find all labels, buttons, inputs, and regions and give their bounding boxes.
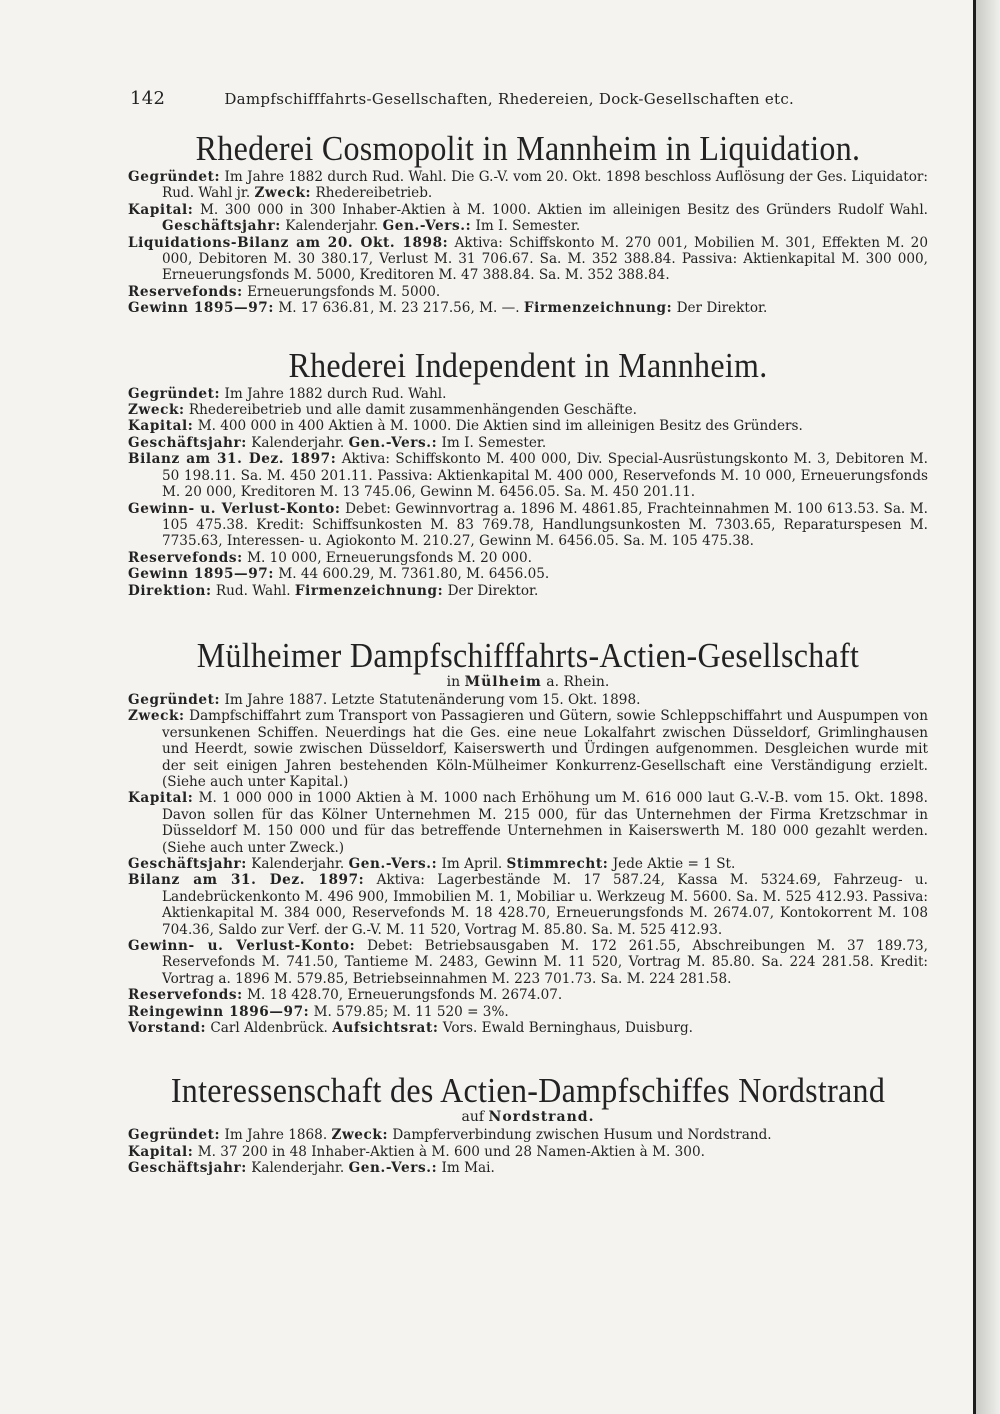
entry-muelheimer — [128, 637, 928, 1037]
entry-title: Mülheimer Dampfschifffahrts-Actien-Gesellschaft — [196, 635, 860, 675]
field-gegruendet: Gegründet: Im Jahre 1887. Letzte Statutenänderung vom 15. Okt. 1898. — [128, 691, 641, 708]
entry-independent — [128, 347, 928, 599]
entry-title: Rhederei Independent in Mannheim. — [288, 345, 768, 385]
spacer — [128, 1036, 928, 1060]
field-gegruendet: Gegründet: Im Jahre 1868. Zweck: Dampferverbindung zwischen Husum und Nordstrand. — [128, 1127, 772, 1144]
content-column — [128, 118, 928, 1177]
field-reservefonds: Reservefonds: M. 10 000, Erneuerungsfonds M. 20 000. — [128, 549, 532, 566]
entry-nordstrand — [128, 1072, 928, 1176]
field-bilanz: Bilanz am 31. Dez. 1897: Aktiva: Lagerbestände M. 17 587.24, Kassa M. 5324.69, Fahrzeug- u. Landebrückenkonto M. 496 900, Immobilien M. 1, Mobiliar u. Werkzeug M. 5600. Sa. M. 525 412.93. Passiva: Aktienkapital M. 384 000, Reservefonds M. 18 428.70, Erneuerungsfonds M. 2674.07, Kontokorrent M. 108 704.36, Saldo zur Verf. der G.-V. M. 11 520, Vortrag M. 85.80. Sa. M. 525 412.93. — [128, 872, 928, 938]
field-gewinn-verlust-konto: Gewinn- u. Verlust-Konto: Debet: Betriebsausgaben M. 172 261.55, Abschreibungen M. 37 189.73, Reservefonds M. 741.50, Tantieme M. 2483, Gewinn M. 11 520, Vortrag M. 85.80. Sa. 224 281.58. Kredit: Vortrag a. 1896 M. 579.85, Betriebseinnahmen M. 223 701.73. Sa. M. 224 281.58. — [128, 938, 928, 987]
field-reservefonds: Reservefonds: Erneuerungsfonds M. 5000. — [128, 283, 441, 300]
running-head — [130, 88, 920, 109]
field-geschaeftsjahr: Geschäftsjahr: Kalenderjahr. Gen.-Vers.: Im April. Stimmrecht: Jede Aktie = 1 St. — [128, 856, 736, 872]
field-reservefonds: Reservefonds: M. 18 428.70, Erneuerungsfonds M. 2674.07. — [128, 987, 563, 1004]
field-gewinn: Gewinn 1895—97: M. 17 636.81, M. 23 217.56, M. —. Firmenzeichnung: Der Direktor. — [128, 300, 768, 317]
field-gegruendet: Gegründet: Im Jahre 1882 durch Rud. Wahl. Die G.-V. vom 20. Okt. 1898 beschloss Auflösung der Ges. Liquidator: Rud. Wahl jr. Zweck: Rhedereibetrieb. — [128, 169, 928, 202]
spacer — [128, 317, 928, 335]
field-geschaeftsjahr: Geschäftsjahr: Kalenderjahr. Gen.-Vers.: Im Mai. — [128, 1160, 495, 1177]
field-gegruendet: Gegründet: Im Jahre 1882 durch Rud. Wahl. — [128, 385, 447, 402]
field-bilanz: Bilanz am 31. Dez. 1897: Aktiva: Schiffskonto M. 400 000, Div. Special-Ausrüstungskonto M. 3, Debitoren M. 50 198.11. Sa. M. 450 201.11. Passiva: Aktienkapital M. 400 000, Reservefonds M. 10 000, Erneuerungsfonds M. 20 000, Kreditoren M. 13 745.06, Gewinn M. 6456.05. Sa. M. 450 201.11. — [128, 451, 928, 501]
field-kapital: Kapital: M. 400 000 in 400 Aktien à M. 1000. Die Aktien sind im alleinigen Besitz des Gründers. — [128, 418, 803, 435]
field-liquidations-bilanz: Liquidations-Bilanz am 20. Okt. 1898: Aktiva: Schiffskonto M. 270 001, Mobilien M. 301, Effekten M. 20 000, Debitoren M. 30 380.17, Verlust M. 31 706.67. Sa. M. 352 388.84. Passiva: Aktienkapital M. 300 000, Erneuerungsfonds M. 5000, Kreditoren M. 47 388.84. Sa. M. 352 388.84. — [128, 234, 928, 284]
entry-title: Rhederei Cosmopolit in Mannheim in Liquidation. — [195, 128, 861, 168]
field-vorstand: Vorstand: Carl Aldenbrück. Aufsichtsrat: Vors. Ewald Berninghaus, Duisburg. — [128, 1020, 693, 1037]
field-kapital: Kapital: M. 1 000 000 in 1000 Aktien à M. 1000 nach Erhöhung um M. 616 000 laut G.-V.-B. vom 15. Okt. 1898. Davon sollen für das Kölner Unternehmen M. 215 000, für das Unternehmen der Firma Kretzschmar in Düsseldorf M. 150 000 und für das betreffende Unternehmen in Kaiserswerth M. 180 000 gezahlt werden. (Siehe auch unter Zweck.) — [128, 790, 928, 856]
entry-title: Interessenschaft des Actien-Dampfschiffes Nordstrand — [170, 1070, 886, 1110]
spacer — [128, 599, 928, 625]
entry-subtitle: in Mülheim a. Rhein. — [446, 673, 610, 690]
field-zweck: Zweck: Rhedereibetrieb und alle damit zusammenhängenden Geschäfte. — [128, 402, 637, 419]
field-kapital: Kapital: M. 300 000 in 300 Inhaber-Aktien à M. 1000. Aktien im alleinigen Besitz des Gründers Rudolf Wahl. Geschäftsjahr: Kalenderjahr. Gen.-Vers.: Im I. Semester. — [128, 201, 928, 235]
entry-cosmopolit — [128, 130, 928, 317]
page-number: 142 — [130, 88, 166, 109]
field-kapital: Kapital: M. 37 200 in 48 Inhaber-Aktien à M. 600 und 28 Namen-Aktien à M. 300. — [128, 1143, 705, 1160]
page-edge-shade — [976, 0, 1000, 1414]
running-head-text: Dampfschifffahrts-Gesellschaften, Rhedereien, Dock-Gesellschaften etc. — [224, 90, 795, 108]
field-geschaeftsjahr: Geschäftsjahr: Kalenderjahr. Gen.-Vers.: Im I. Semester. — [128, 434, 547, 451]
field-direktion: Direktion: Rud. Wahl. Firmenzeichnung: Der Direktor. — [128, 582, 539, 599]
field-gewinn: Gewinn 1895—97: M. 44 600.29, M. 7361.80, M. 6456.05. — [128, 566, 550, 583]
field-reingewinn: Reingewinn 1896—97: M. 579.85; M. 11 520 = 3%. — [128, 1003, 509, 1020]
field-zweck: Zweck: Dampfschiffahrt zum Transport von Passagieren und Gütern, sowie Schleppschiffahrt und Auspumpen von versunkenen Schiffen. Neuerdings hat die Ges. eine neue Lokalfahrt zwischen Düsseldorf, Grimlinghausen und Heerdt, sowie zwischen Düsseldorf, Kaiserswerth und Ürdingen aufgenommen. Desgleichen wurde mit der seit einigen Jahren bestehenden Köln-Mülheimer Konkurrenz-Gesellschaft eine Verständigung erzielt. (Siehe auch unter Kapital.) — [128, 708, 928, 790]
entry-subtitle: auf Nordstrand. — [461, 1109, 595, 1126]
field-gewinn-verlust-konto: Gewinn- u. Verlust-Konto: Debet: Gewinnvortrag a. 1896 M. 4861.85, Frachteinnahmen M. 100 613.53. Sa. M. 105 475.38. Kredit: Schiffsunkosten M. 83 769.78, Handlungsunkosten M. 7303.65, Reparaturspesen M. 7735.63, Interessen- u. Agiokonto M. 210.27, Gewinn M. 6456.05. Sa. M. 105 475.38. — [128, 500, 928, 550]
